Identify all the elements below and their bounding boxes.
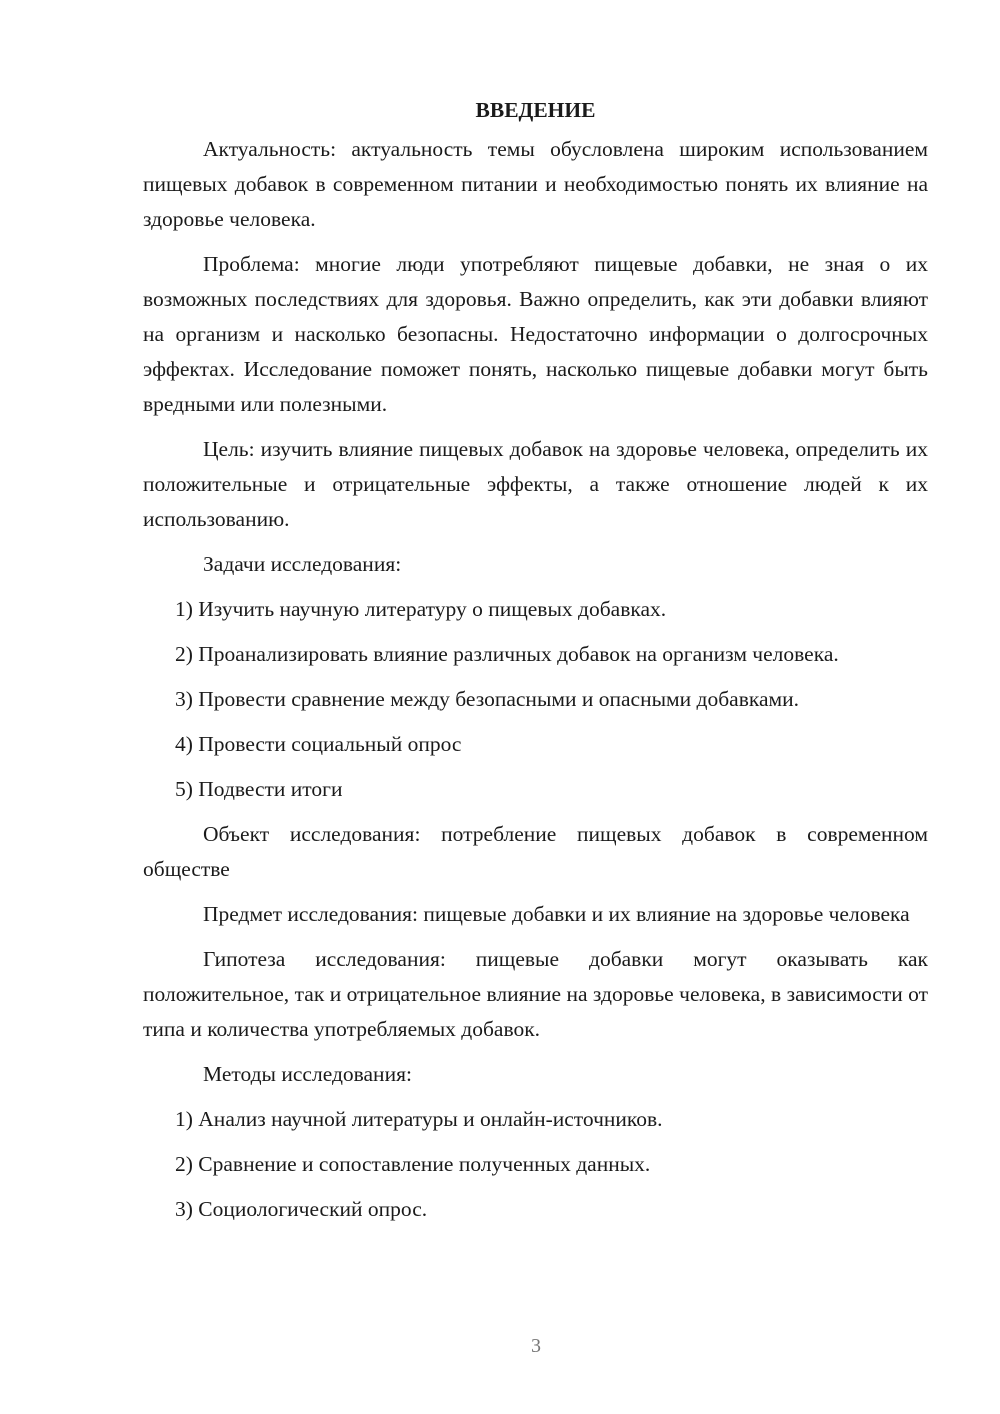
problem-paragraph: Проблема: многие люди употребляют пищевые добавки, не зная о их возможных последствиях для здоровья. Важно определить, как эти добавки влияют на организм и насколько безопасны. Недостаточно информации о долгосрочных эффектах. Исследование поможет понять, насколько пищевые добавки могут быть вредными или полезными. [143, 252, 928, 416]
task-item-5: 5) Подвести итоги [175, 777, 343, 801]
subject-paragraph: Предмет исследования: пищевые добавки и их влияние на здоровье человека [203, 902, 910, 926]
goal-paragraph: Цель: изучить влияние пищевых добавок на здоровье человека, определить их положительные и отрицательные эффекты, а также отношение людей к их использованию. [143, 437, 928, 531]
object-paragraph: Объект исследования: потребление пищевых добавок в современном обществе [143, 822, 928, 881]
relevance-paragraph: Актуальность: актуальность темы обусловлена широким использованием пищевых добавок в современном питании и необходимостью понять их влияние на здоровье человека. [143, 137, 928, 231]
page-number: 3 [531, 1335, 541, 1357]
method-item-2: 2) Сравнение и сопоставление полученных данных. [175, 1152, 651, 1176]
tasks-title: Задачи исследования: [203, 552, 402, 576]
page-title: ВВЕДЕНИЕ [475, 98, 596, 122]
task-item-3: 3) Провести сравнение между безопасными и опасными добавками. [175, 687, 800, 711]
method-item-1: 1) Анализ научной литературы и онлайн-источников. [175, 1107, 663, 1131]
task-item-1: 1) Изучить научную литературу о пищевых добавках. [175, 597, 667, 621]
document-page [143, 92, 928, 1237]
methods-title: Методы исследования: [203, 1062, 412, 1086]
hypothesis-paragraph: Гипотеза исследования: пищевые добавки могут оказывать как положительное, так и отрицательное влияние на здоровье человека, в зависимости от типа и количества употребляемых добавок. [143, 947, 928, 1041]
task-item-4: 4) Провести социальный опрос [175, 732, 462, 756]
task-item-2: 2) Проанализировать влияние различных добавок на организм человека. [175, 642, 839, 666]
method-item-3: 3) Социологический опрос. [175, 1197, 428, 1221]
